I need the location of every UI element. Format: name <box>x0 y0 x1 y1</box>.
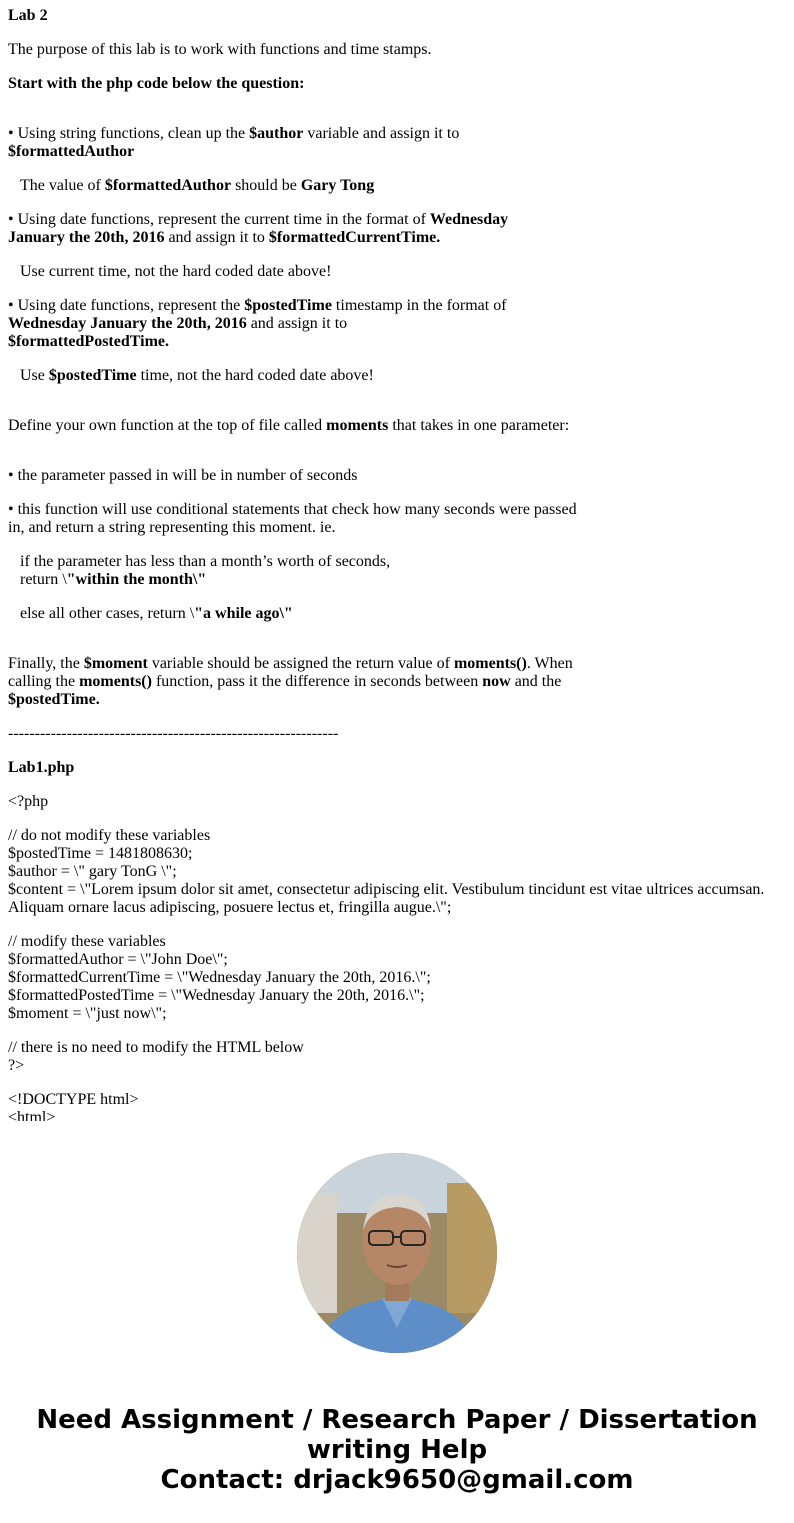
file-name: Lab1.php <box>8 759 75 776</box>
purpose-text: The purpose of this lab is to work with functions and time stamps. <box>8 41 432 58</box>
bullet-author: • Using string functions, clean up the $author variable and assign it to $formattedAuthor <box>8 125 460 160</box>
code-block-3: // there is no need to modify the HTML below ?> <box>8 1039 304 1074</box>
conditional-bullet: • this function will use conditional statements that check how many seconds were passed in, and return a string representing this moment. ie. <box>8 501 577 536</box>
param-bullet: • the parameter passed in will be in number of seconds <box>8 467 358 484</box>
condition-else: else all other cases, return \"a while ago\" <box>20 605 293 622</box>
code-block-4: <!DOCTYPE html> <html> <box>8 1091 139 1121</box>
author-photo <box>297 1153 497 1353</box>
posted-time-note: Use $postedTime time, not the hard coded date above! <box>20 367 374 384</box>
footer-contact-banner <box>0 1405 794 1495</box>
start-instruction: Start with the php code below the question: <box>8 75 305 92</box>
code-block-1: // do not modify these variables $postedTime = 1481808630; $author = \" gary TonG \"; $content = \"Lorem ipsum dolor sit amet, consectetur adipiscing elit. Vestibulum tincidunt est vitae ultrices accumsan. Aliquam ornare lacus adipiscing, posuere lectus et, fringilla augue.\"; <box>8 827 765 916</box>
code-open-tag: <?php <box>8 793 49 810</box>
footer-line-1: Need Assignment / Research Paper / Dissertation <box>36 1405 758 1435</box>
page-title: Lab 2 <box>8 7 48 24</box>
lab-document <box>8 7 788 1121</box>
code-block-2: // modify these variables $formattedAuthor = \"John Doe\"; $formattedCurrentTime = \"Wednesday January the 20th, 2016.\"; $formattedPostedTime = \"Wednesday January the 20th, 2016.\"; $moment = \"just now\"; <box>8 933 431 1022</box>
footer-line-3: Contact: drjack9650@gmail.com <box>160 1465 634 1495</box>
portrait-illustration <box>297 1153 497 1353</box>
footer-line-2: writing Help <box>306 1435 488 1465</box>
final-instruction: Finally, the $moment variable should be assigned the return value of moments(). When calling the moments() function, pass it the difference in seconds between now and the $postedTime. <box>8 655 573 708</box>
current-time-note: Use current time, not the hard coded date above! <box>20 263 332 280</box>
author-note: The value of $formattedAuthor should be Gary Tong <box>20 177 375 194</box>
define-function-text: Define your own function at the top of file called moments that takes in one parameter: <box>8 417 570 434</box>
divider: -------------------------------------------------------------- <box>8 725 339 742</box>
bullet-current-time: • Using date functions, represent the current time in the format of Wednesday January the 20th, 2016 and assign it to $formattedCurrentTime. <box>8 211 509 246</box>
condition-month: if the parameter has less than a month’s worth of seconds, return \"within the month\" <box>20 553 391 588</box>
bullet-posted-time: • Using date functions, represent the $postedTime timestamp in the format of Wednesday January the 20th, 2016 and assign it to $formattedPostedTime. <box>8 297 507 350</box>
